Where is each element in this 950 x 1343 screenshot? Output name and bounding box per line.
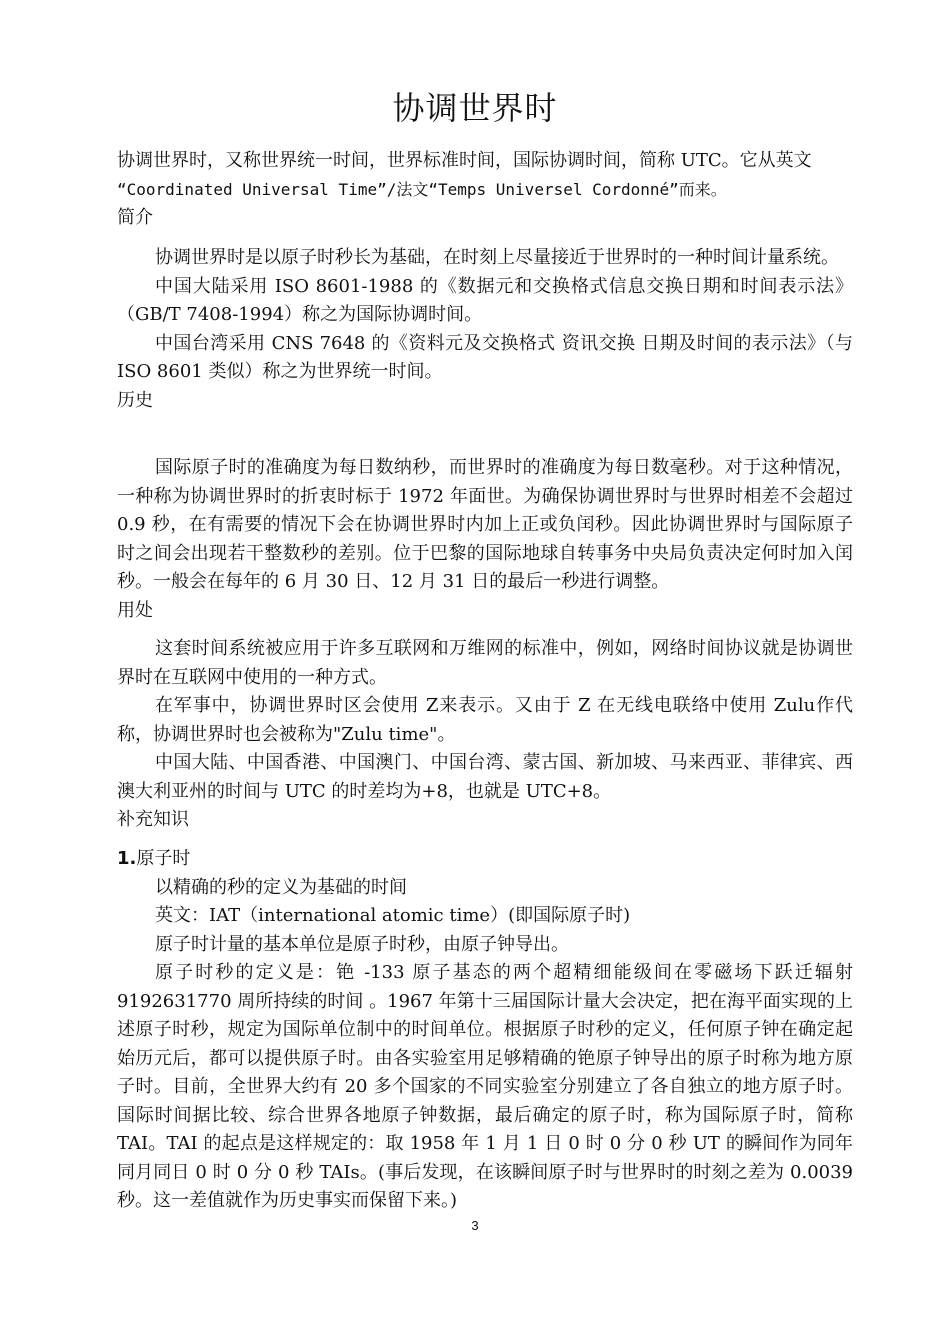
- paragraph: 以精确的秒的定义为基础的时间: [155, 876, 407, 898]
- paragraph: 协调世界时是以原子时秒长为基础，在时刻上尽量接近于世界时的一种时间计量系统。: [155, 247, 839, 268]
- intro-line-1: 协调世界时，又称世界统一时间，世界标准时间，国际协调时间，简称 UTC。它从英文: [117, 150, 812, 171]
- intro-paragraphs: [117, 244, 853, 415]
- atomic-time-section: [117, 845, 853, 1216]
- intro-block: [117, 147, 853, 233]
- paragraph: 在军事中，协调世界时区会使用 Z来表示。又由于 Z 在无线电联络中使用 Zulu作代称，协调世界时也会被称为"Zulu time"。: [117, 695, 853, 745]
- paragraph: 原子时计量的基本单位是原子时秒，由原子钟导出。: [155, 933, 569, 955]
- paragraph: 英文：IAT（international atomic time）(即国际原子时): [155, 905, 631, 926]
- atomic-number: 1.: [117, 848, 137, 869]
- paragraph: 中国大陆采用 ISO 8601-1988 的《数据元和交换格式信息交换日期和时间表示法》（GB/T 7408-1994）称之为国际协调时间。: [117, 275, 853, 325]
- section-heading-intro: 简介: [117, 207, 153, 228]
- history-paragraphs: [117, 454, 853, 625]
- page-number: 3: [471, 1218, 479, 1233]
- usage-paragraphs: [117, 635, 853, 835]
- section-heading-history: 历史: [117, 389, 153, 411]
- paragraph: 原子时秒的定义是：铯 -133 原子基态的两个超精细能级间在零磁场下跃迁辐射 9192631770 周所持续的时间 。1967 年第十三届国际计量大会决定，把在海平面实现的上述原子时秒，规定为国际单位制中的时间单位。根据原子时秒的定义，任何原子钟在确定起始历元后，都可以提供原子时。由各实验室用足够精确的铯原子钟导出的原子时称为地方原子时。目前，全世界大约有 20 多个国家的不同实验室分别建立了各自独立的地方原子时。国际时间据比较、综合世界各地原子钟数据，最后确定的原子时，称为国际原子时，简称 TAI。TAI 的起点是这样规定的：取 1958 年 1 月 1 日 0 时 0 分 0 秒 UT 的瞬间作为同年同月同日 0 时 0 分 0 秒 TAIs。(事后发现，在该瞬间原子时与世界时的时刻之差为 0.0039 秒。这一差值就作为历史事实而保留下来。): [117, 962, 853, 1211]
- paragraph: 中国台湾采用 CNS 7648 的《资料元及交换格式 资讯交换 日期及时间的表示法》（与 ISO 8601 类似）称之为世界统一时间。: [117, 332, 853, 382]
- intro-line-2: “Coordinated Universal Time”/法文“Temps Universel Cordonné”而来。: [117, 179, 727, 199]
- paragraph: 国际原子时的准确度为每日数纳秒，而世界时的准确度为每日数毫秒。对于这种情况，一种称为协调世界时的折衷时标于 1972 年面世。为确保协调世界时与世界时相差不会超过 0.9 秒，在有需要的情况下会在协调世界时内加上正或负闰秒。因此协调世界时与国际原子时之间会出现若干整数秒的差别。位于巴黎的国际地球自转事务中央局负责决定何时加入闰秒。一般会在每年的 6 月 30 日、12 月 31 日的最后一秒进行调整。: [117, 457, 853, 592]
- paragraph: 中国大陆、中国香港、中国澳门、中国台湾、蒙古国、新加坡、马来西亚、菲律宾、西澳大利亚州的时间与 UTC 的时差均为+8，也就是 UTC+8。: [117, 752, 853, 802]
- section-heading-usage: 用处: [117, 599, 153, 621]
- section-heading-supplement: 补充知识: [117, 809, 189, 830]
- page-title: 协调世界时: [392, 89, 558, 127]
- atomic-heading-label: 原子时: [136, 848, 191, 869]
- paragraph: 这套时间系统被应用于许多互联网和万维网的标准中，例如，网络时间协议就是协调世界时在互联网中使用的一种方式。: [117, 638, 853, 688]
- section-heading-atomic: [117, 845, 853, 874]
